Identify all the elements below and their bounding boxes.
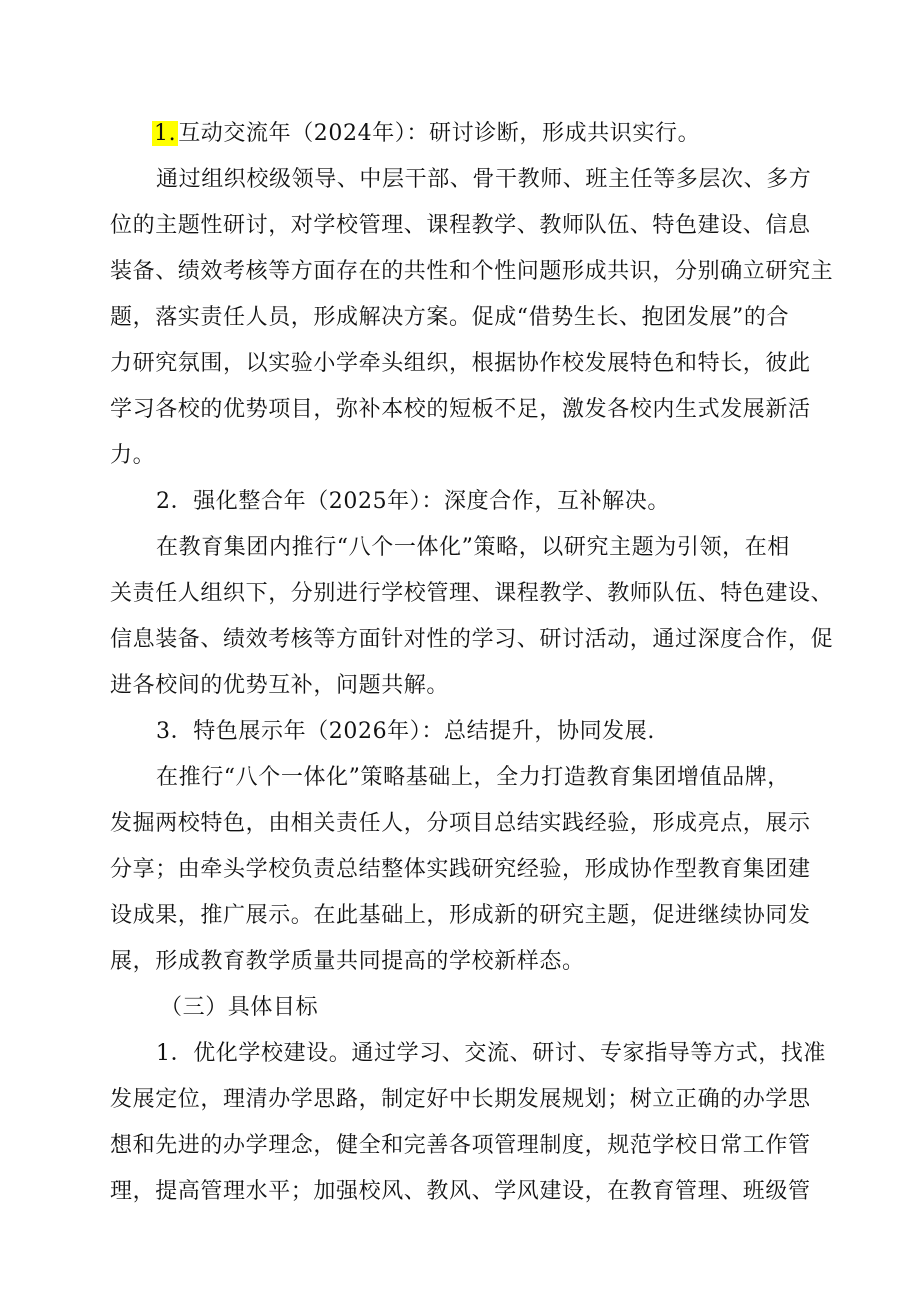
paragraph-line: 发展定位，理清办学思路，制定好中长期发展规划；树立正确的办学思 xyxy=(110,1087,811,1112)
paragraph-line: 学习各校的优势项目，弥补本校的短板不足，激发各校内生式发展新活 xyxy=(110,397,811,422)
paragraph-line: 通过组织校级领导、中层干部、骨干教师、班主任等多层次、多方 xyxy=(156,167,812,192)
section-1-heading-text: 互动交流年（2024年）：研讨诊断，形成共识实行。 xyxy=(178,121,701,146)
paragraph-line: 1．优化学校建设。通过学习、交流、研讨、专家指导等方式，找准 xyxy=(156,1041,826,1066)
paragraph-line: 在推行“八个一体化”策略基础上，全力打造教育集团增值品牌， xyxy=(156,765,790,790)
section-2-heading: 2．强化整合年（2025年）：深度合作，互补解决。 xyxy=(156,489,670,514)
section-1-number-highlight: 1. xyxy=(154,121,177,146)
paragraph-line: 分享；由牵头学校负责总结整体实践研究经验，形成协作型教育集团建 xyxy=(110,857,811,882)
section-4-heading: （三）具体目标 xyxy=(160,995,319,1020)
paragraph-line: 关责任人组织下，分别进行学校管理、课程教学、教师队伍、特色建设、 xyxy=(110,581,834,606)
paragraph-line: 信息装备、绩效考核等方面针对性的学习、研讨活动，通过深度合作，促 xyxy=(110,627,834,652)
paragraph-line: 设成果，推广展示。在此基础上，形成新的研究主题，促进继续协同发 xyxy=(110,903,811,928)
section-1-heading xyxy=(156,118,840,150)
paragraph-line: 想和先进的办学理念，健全和完善各项管理制度，规范学校日常工作管 xyxy=(110,1133,811,1158)
paragraph-line: 位的主题性研讨，对学校管理、课程教学、教师队伍、特色建设、信息 xyxy=(110,213,811,238)
paragraph-line: 题，落实责任人员，形成解决方案。促成“借势生长、抱团发展”的合 xyxy=(110,305,790,330)
paragraph-line: 发掘两校特色，由相关责任人，分项目总结实践经验，形成亮点，展示 xyxy=(110,811,811,836)
paragraph-line: 展，形成教育教学质量共同提高的学校新样态。 xyxy=(110,949,585,974)
paragraph-line: 理，提高管理水平；加强校风、教风、学风建设，在教育管理、班级管 xyxy=(110,1179,811,1204)
section-3-heading: 3．特色展示年（2026年）：总结提升，协同发展. xyxy=(156,719,655,744)
paragraph-line: 进各校间的优势互补，问题共解。 xyxy=(110,673,450,698)
paragraph-line: 力研究氛围，以实验小学牵头组织，根据协作校发展特色和特长，彼此 xyxy=(110,351,811,376)
paragraph-line: 力。 xyxy=(110,443,156,468)
paragraph-line: 装备、绩效考核等方面存在的共性和个性问题形成共识，分别确立研究主 xyxy=(110,259,834,284)
paragraph-line: 在教育集团内推行“八个一体化”策略，以研究主题为引领，在相 xyxy=(156,535,790,560)
